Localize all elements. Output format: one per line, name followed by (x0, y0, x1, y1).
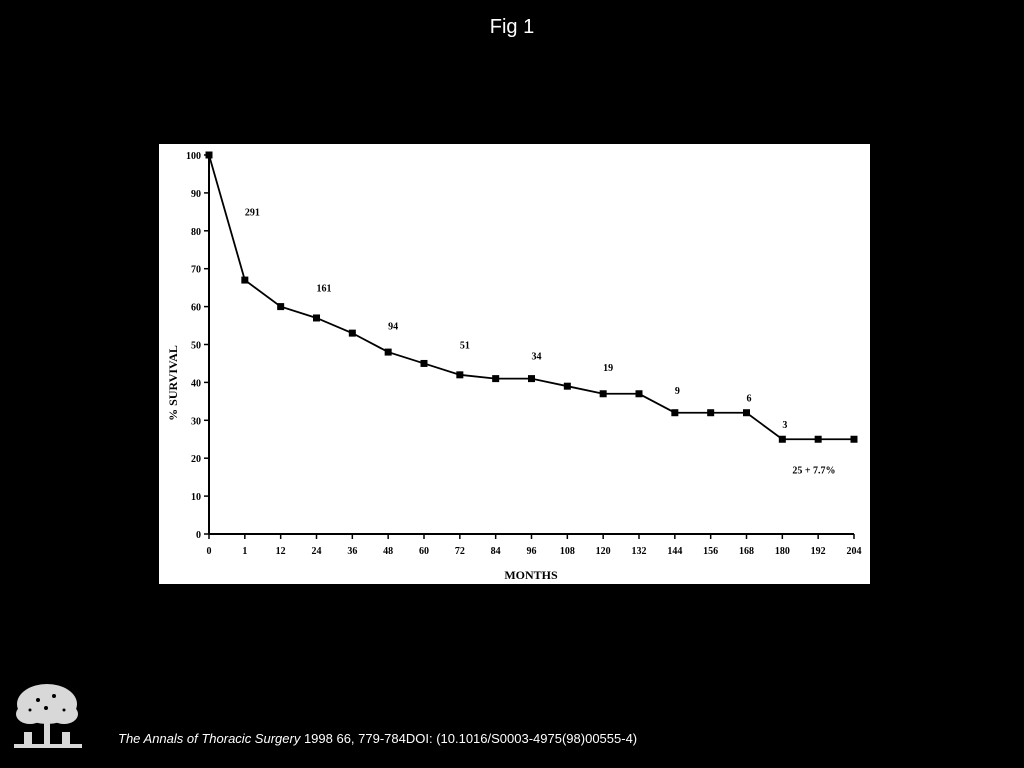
data-point (600, 390, 607, 397)
x-tick-label: 36 (347, 546, 358, 557)
at-risk-label: 34 (531, 351, 542, 363)
y-ticks (186, 151, 209, 541)
x-tick-label: 144 (667, 546, 683, 557)
at-risk-label: 6 (746, 393, 752, 405)
at-risk-label: 291 (244, 207, 260, 219)
survival-series (206, 152, 858, 443)
x-tick-label: 12 (275, 546, 286, 557)
y-tick-label: 60 (191, 302, 201, 314)
figure-panel (159, 144, 870, 584)
y-axis-label: % SURVIVAL (166, 345, 180, 421)
at-risk-label: 94 (388, 321, 399, 333)
at-risk-label: 3 (782, 419, 788, 431)
data-point (385, 349, 392, 356)
citation (118, 731, 637, 746)
at-risk-label: 19 (603, 363, 614, 375)
x-tick-label: 108 (559, 546, 575, 557)
x-tick-label: 48 (383, 546, 394, 557)
x-tick-label: 84 (490, 546, 501, 557)
y-tick-label: 30 (191, 416, 201, 428)
data-point (707, 409, 714, 416)
x-tick-label: 156 (703, 546, 719, 557)
x-tick-label: 180 (774, 546, 790, 557)
survival-chart (159, 144, 870, 584)
x-tick-label: 72 (454, 546, 465, 557)
at-risk-label: 51 (459, 340, 470, 352)
data-point (564, 383, 571, 390)
y-tick-label: 70 (191, 264, 201, 276)
data-point (349, 330, 356, 337)
slide-title: Fig 1 (489, 16, 535, 38)
x-tick-label: 168 (739, 546, 754, 557)
x-tick-label: 60 (419, 546, 429, 557)
y-tick-label: 20 (191, 454, 201, 466)
elsevier-logo (10, 680, 86, 766)
y-tick-label: 40 (191, 378, 201, 390)
x-tick-label: 192 (810, 546, 826, 557)
at-risk-label: 25 + 7.7% (792, 465, 836, 477)
data-point (277, 303, 284, 310)
x-axis-label: MONTHS (504, 568, 558, 582)
data-point (241, 277, 248, 284)
y-tick-label: 50 (191, 340, 201, 352)
y-tick-label: 0 (196, 530, 201, 541)
data-annotations (245, 208, 836, 477)
citation-journal: The Annals of Thoracic Surgery (118, 731, 301, 746)
x-tick-label: 120 (595, 546, 611, 557)
data-point (636, 390, 643, 397)
survival-line (209, 155, 854, 439)
data-point (671, 409, 678, 416)
x-tick-label: 204 (846, 546, 862, 557)
data-point (528, 375, 535, 382)
data-point (313, 314, 320, 321)
at-risk-label: 161 (316, 283, 332, 295)
data-point (743, 409, 750, 416)
x-ticks (207, 534, 862, 557)
x-tick-label: 0 (206, 546, 212, 557)
data-point (492, 375, 499, 382)
data-point (206, 152, 213, 159)
x-tick-label: 1 (242, 546, 248, 557)
chart-axes (209, 155, 854, 534)
y-tick-label: 90 (191, 188, 201, 200)
y-tick-label: 80 (191, 226, 201, 238)
y-tick-label: 10 (191, 492, 201, 504)
x-tick-label: 96 (526, 546, 537, 557)
x-tick-label: 132 (631, 546, 647, 557)
x-tick-label: 24 (311, 546, 322, 557)
at-risk-label: 9 (674, 385, 680, 397)
y-tick-label: 100 (186, 151, 201, 162)
citation-details: 1998 66, 779-784DOI: (10.1016/S0003-4975(98)00555-4) (300, 731, 638, 746)
data-point (851, 436, 858, 443)
data-point (421, 360, 428, 367)
data-point (815, 436, 822, 443)
data-point (779, 436, 786, 443)
data-point (456, 371, 463, 378)
